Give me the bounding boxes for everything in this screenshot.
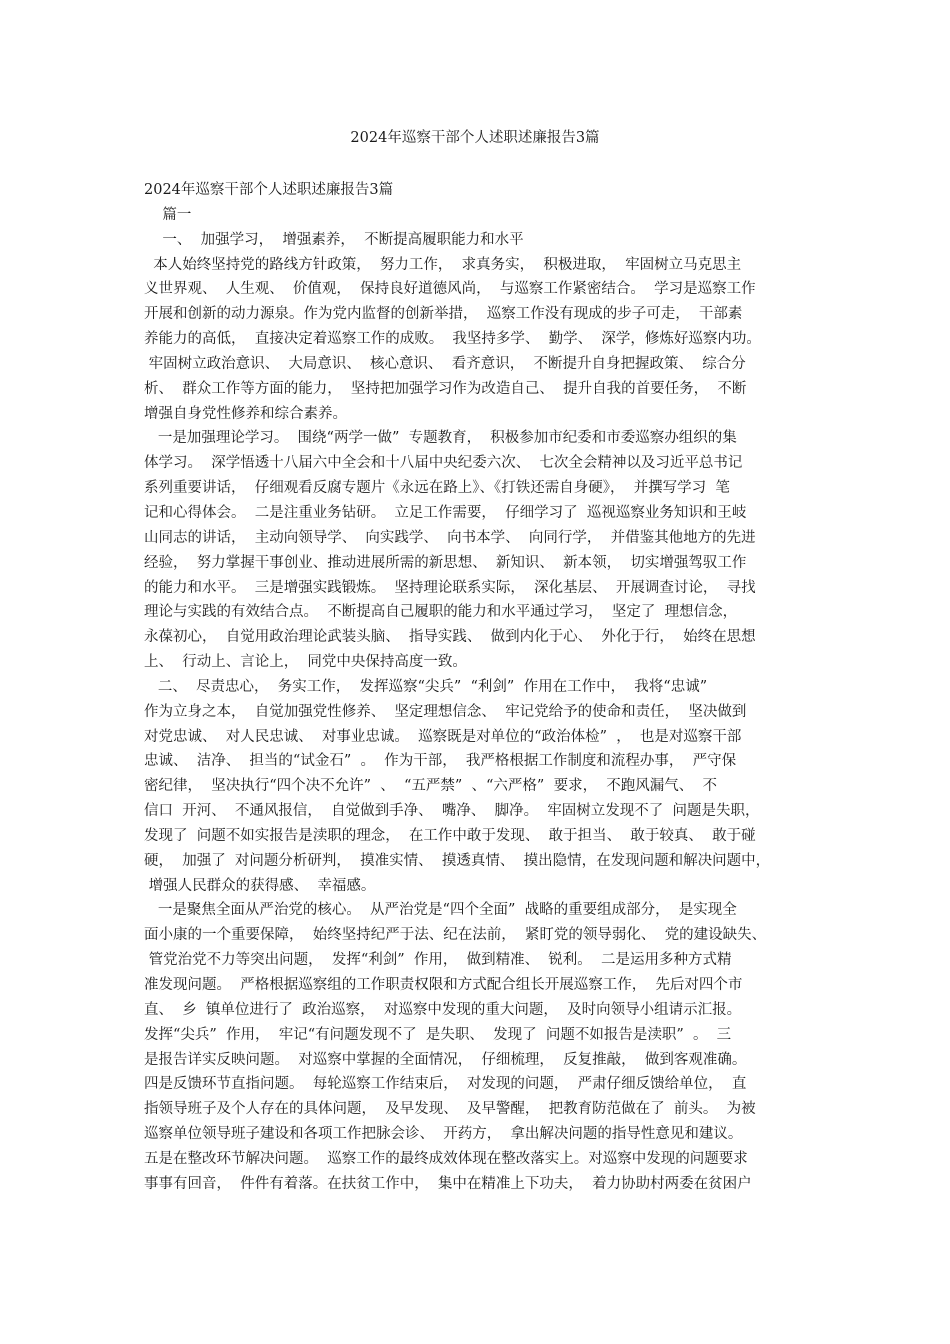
- text-line: 牢固树立政治意识、 大局意识、 核心意识、 看齐意识， 不断提升自身把握政策、 综合分: [144, 355, 746, 372]
- text-line: 是报告详实反映问题。 对巡察中掌握的全面情况， 仔细梳理， 反复推敲， 做到客观准确。: [144, 1051, 747, 1068]
- text-line: 二、 尽责忠心， 务实工作， 发挥巡察“尖兵” “利剑” 作用在工作中， 我将“忠诚”: [144, 678, 708, 695]
- text-line: 信口 开河、 不通风报信， 自觉做到手净、 嘴净、 脚净。 牢固树立发现不了 问题是失职，: [144, 803, 760, 820]
- text-line: 记和心得体会。 二是注重业务钻研。 立足工作需要， 仔细学习了 巡视巡察业务知识和王岐: [144, 504, 747, 521]
- text-line: 理论与实践的有效结合点。 不断提高自己履职的能力和水平通过学习， 坚定了 理想信念，: [144, 604, 738, 621]
- text-line: 上、 行动上、言论上， 同党中央保持高度一致。: [144, 654, 467, 671]
- text-line: 义世界观、 人生观、 价值观， 保持良好道德风尚， 与巡察工作紧密结合。 学习是巡察工作: [144, 281, 756, 298]
- text-line: 养能力的高低， 直接决定着巡察工作的成败。 我坚持多学、 勤学、 深学，修炼好巡察内功。: [144, 331, 761, 348]
- text-line: 的能力和水平。 三是增强实践锻炼。 坚持理论联系实际， 深化基层、 开展调查讨论， 寻找: [144, 579, 756, 596]
- document-title: 2024年巡察干部个人述职述廉报告3篇: [350, 130, 600, 146]
- text-line: 发现了 问题不如实报告是渎职的理念， 在工作中敢于发现、 敢于担当、 敢于较真、 敢于碰: [144, 827, 756, 844]
- text-line: 发挥“尖兵” 作用， 牢记“有问题发现不了 是失职、 发现了 问题不如报告是渎职” 。 三: [144, 1026, 732, 1043]
- text-line: 增强人民群众的获得感、 幸福感。: [144, 877, 376, 894]
- text-line: 析、 群众工作等方面的能力， 坚持把加强学习作为改造自己、 提升自我的首要任务， 不断: [144, 380, 747, 397]
- text-line: 忠诚、 洁净、 担当的“试金石” 。 作为干部， 我严格根据工作制度和流程办事， 严守保: [144, 753, 737, 770]
- text-line: 一是聚焦全面从严治党的核心。 从严治党是“四个全面” 战略的重要组成部分， 是实现全: [144, 902, 737, 919]
- text-line: 面小康的一个重要保障， 始终坚持纪严于法、纪在法前， 紧盯党的领导弱化、 党的建设缺失、: [144, 927, 767, 944]
- text-line: 作为立身之本， 自觉加强党性修养、 坚定理想信念、 牢记党给予的使命和责任， 坚决做到: [144, 703, 747, 720]
- text-line: 一是加强理论学习。 围绕“两学一做” 专题教育， 积极参加市纪委和市委巡察办组织的集: [144, 430, 737, 447]
- text-line: 山同志的讲话， 主动向领导学、 向实践学、 向书本学、 向同行学， 并借鉴其他地方的先进: [144, 529, 756, 546]
- text-line: 密纪律， 坚决执行“四个决不允许” 、 “五严禁” 、“六严格” 要求， 不跑风漏气、 不: [144, 778, 718, 795]
- text-line: 本人始终坚持党的路线方针政策， 努力工作， 求真务实， 积极进取， 牢固树立马克思主: [144, 256, 742, 273]
- text-line: 永葆初心， 自觉用政治理论武装头脑、 指导实践、 做到内化于心、 外化于行， 始终在思想: [144, 629, 756, 646]
- text-line: 巡察单位领导班子建设和各项工作把脉会诊、 开药方， 拿出解决问题的指导性意见和建议。: [144, 1126, 743, 1143]
- text-line: 事事有回音， 件件有着落。在扶贫工作中， 集中在精准上下功夫， 着力协助村两委在贫困户: [144, 1175, 752, 1192]
- text-line: 五是在整改环节解决问题。 巡察工作的最终成效体现在整改落实上。对巡察中发现的问题要求: [144, 1150, 748, 1167]
- text-line: 指领导班子及个人存在的具体问题， 及早发现、 及早警醒， 把教育防范做在了 前头。 为被: [144, 1101, 756, 1118]
- text-line: 增强自身党性修养和综合素养。: [144, 405, 347, 422]
- text-line: 篇一: [144, 206, 192, 223]
- text-line: 开展和创新的动力源泉。作为党内监督的创新举措， 巡察工作没有现成的步子可走， 干部素: [144, 306, 743, 323]
- text-line: 管党治党不力等突出问题， 发挥“利剑” 作用， 做到精准、 锐利。 二是运用多种方式精: [144, 952, 732, 969]
- text-line: 2024年巡察干部个人述职述廉报告3篇: [144, 182, 394, 198]
- text-line: 经验， 努力掌握干事创业、推动进展所需的新思想、 新知识、 新本领， 切实增强驾驭工作: [144, 554, 747, 571]
- text-line: 一、 加强学习， 增强素养， 不断提高履职能力和水平: [144, 231, 524, 248]
- text-line: 系列重要讲话， 仔细观看反腐专题片《永远在路上》、《打铁还需自身硬》， 并撰写学习 笔: [144, 480, 730, 497]
- text-line: 准发现问题。 严格根据巡察组的工作职责权限和方式配合组长开展巡察工作， 先后对四个市: [144, 977, 743, 993]
- text-line: 对党忠诚、 对人民忠诚、 对事业忠诚。 巡察既是对单位的“政治体检” ， 也是对巡察干部: [144, 728, 742, 745]
- text-line: 体学习。 深学悟透十八届六中全会和十八届中央纪委六次、 七次全会精神以及习近平总书记: [144, 455, 743, 472]
- text-line: 硬， 加强了 对问题分析研判， 摸准实情、 摸透真情、 摸出隐情，在发现问题和解决问题中，: [144, 852, 771, 869]
- text-line: 四是反馈环节直指问题。 每轮巡察工作结束后， 对发现的问题， 严肃仔细反馈给单位， 直: [144, 1076, 747, 1093]
- document-body: [144, 178, 824, 1197]
- text-line: 直、 乡 镇单位进行了 政治巡察， 对巡察中发现的重大问题， 及时向领导小组请示汇报。: [144, 1001, 742, 1018]
